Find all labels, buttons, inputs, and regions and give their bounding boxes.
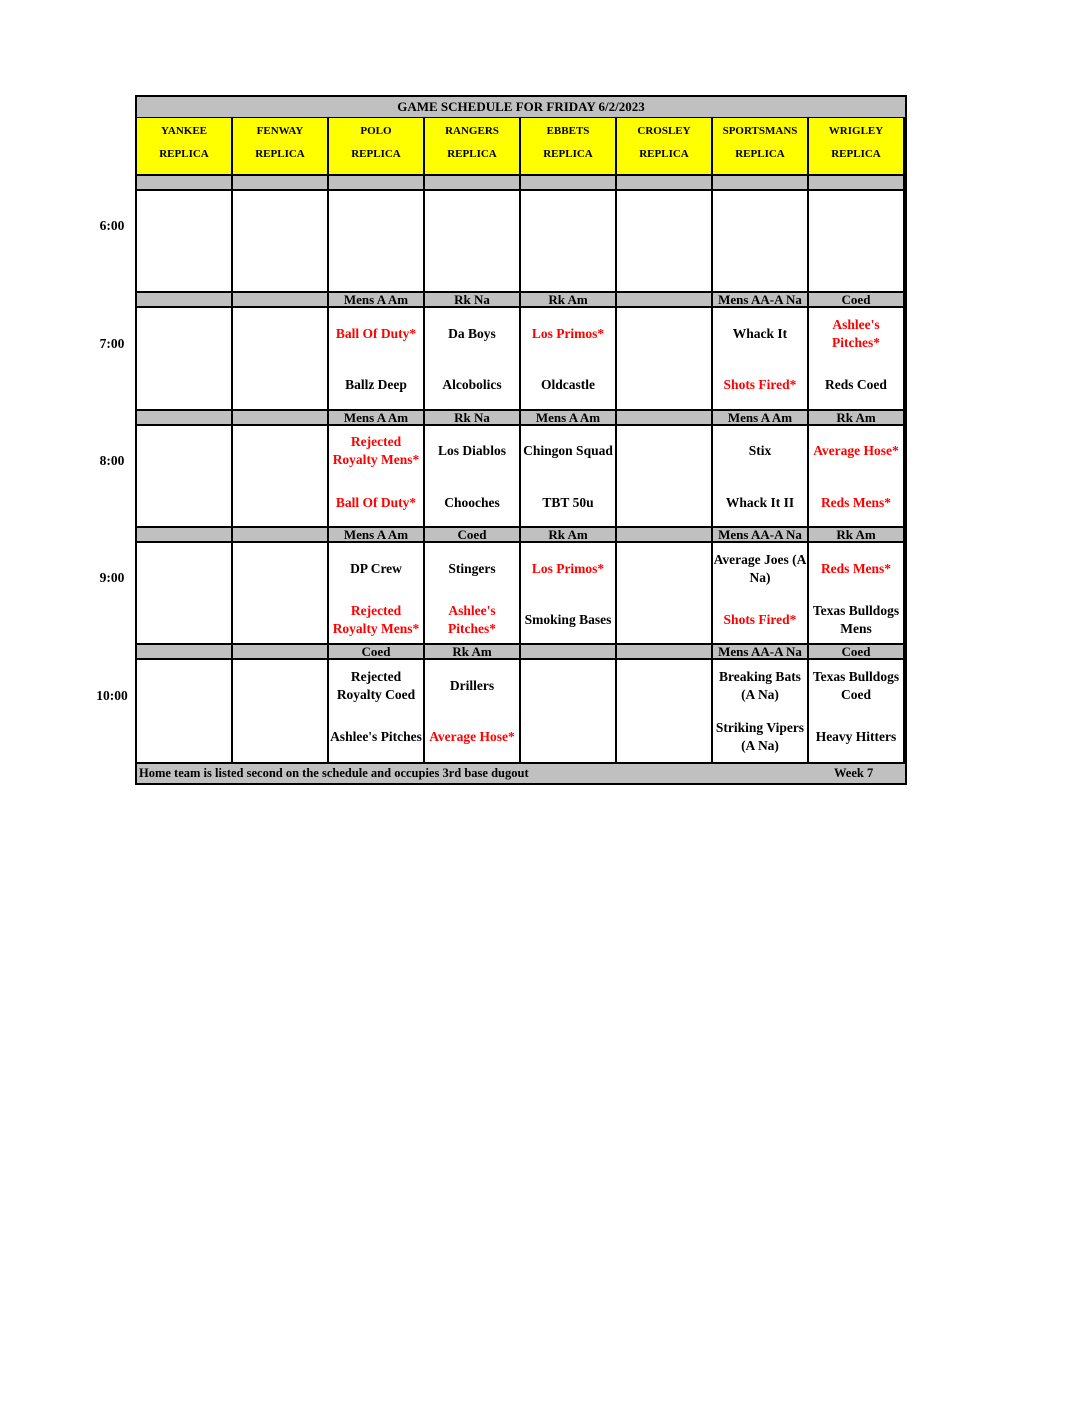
division-label bbox=[137, 528, 233, 543]
game-cell bbox=[617, 308, 713, 411]
away-team: Los Primos* bbox=[531, 561, 605, 576]
away-team: DP Crew bbox=[350, 561, 402, 576]
game-cell bbox=[809, 191, 905, 293]
field-subtitle: REPLICA bbox=[159, 148, 209, 160]
division-label bbox=[809, 176, 905, 191]
division-label bbox=[137, 411, 233, 426]
division-label bbox=[617, 176, 713, 191]
game-cell bbox=[233, 543, 329, 645]
division-label bbox=[233, 176, 329, 191]
game-cell bbox=[329, 426, 425, 528]
away-team: Chingon Squad bbox=[523, 443, 613, 458]
division-label: Mens A Am bbox=[329, 411, 425, 426]
home-team: Oldcastle bbox=[541, 377, 595, 392]
game-cell bbox=[425, 660, 521, 764]
game-cell bbox=[713, 426, 809, 528]
division-label bbox=[329, 176, 425, 191]
time-label: 6:00 bbox=[99, 218, 125, 233]
game-cell bbox=[713, 191, 809, 293]
division-label bbox=[617, 528, 713, 543]
division-label bbox=[617, 411, 713, 426]
field-subtitle: REPLICA bbox=[735, 148, 785, 160]
division-label: Mens A Am bbox=[713, 411, 809, 426]
field-header bbox=[809, 118, 905, 176]
schedule-footer bbox=[137, 764, 905, 783]
home-team-note: Home team is listed second on the schedule and occupies 3rd base dugout bbox=[139, 766, 529, 780]
game-cell bbox=[425, 426, 521, 528]
game-cell bbox=[713, 543, 809, 645]
home-team: Alcobolics bbox=[442, 377, 502, 392]
away-team: Stix bbox=[748, 443, 772, 458]
division-label: Mens AA-A Na bbox=[713, 293, 809, 308]
away-team: Ball Of Duty* bbox=[335, 326, 417, 341]
field-header bbox=[713, 118, 809, 176]
division-label bbox=[233, 528, 329, 543]
field-subtitle: REPLICA bbox=[639, 148, 689, 160]
away-team: Los Primos* bbox=[531, 326, 605, 341]
week-label: Week 7 bbox=[834, 766, 874, 780]
game-cell bbox=[617, 426, 713, 528]
division-label: Coed bbox=[425, 528, 521, 543]
field-name: YANKEE bbox=[160, 125, 208, 137]
game-cell bbox=[425, 543, 521, 645]
game-cell bbox=[329, 308, 425, 411]
division-label: Mens A Am bbox=[329, 528, 425, 543]
field-name: SPORTSMANS bbox=[722, 125, 798, 137]
division-label bbox=[137, 176, 233, 191]
home-team: Ballz Deep bbox=[345, 377, 407, 392]
division-label: Rk Na bbox=[425, 293, 521, 308]
game-cell bbox=[521, 543, 617, 645]
game-cell bbox=[713, 308, 809, 411]
game-cell bbox=[329, 191, 425, 293]
home-team: Texas Bulldogs Mens bbox=[812, 603, 900, 636]
division-label: Mens AA-A Na bbox=[713, 528, 809, 543]
away-team: Texas Bulldogs Coed bbox=[812, 669, 900, 702]
game-cell bbox=[809, 308, 905, 411]
home-team: Ball Of Duty* bbox=[335, 495, 417, 510]
home-team: Heavy Hitters bbox=[815, 729, 897, 744]
game-cell bbox=[329, 543, 425, 645]
home-team: Reds Mens* bbox=[820, 495, 892, 510]
home-team: TBT 50u bbox=[542, 495, 594, 510]
game-cell bbox=[521, 308, 617, 411]
division-label bbox=[137, 293, 233, 308]
division-label bbox=[425, 176, 521, 191]
game-cell bbox=[521, 660, 617, 764]
division-label: Rk Am bbox=[809, 411, 905, 426]
field-name: FENWAY bbox=[256, 125, 304, 137]
division-label bbox=[137, 645, 233, 660]
schedule-title: GAME SCHEDULE FOR FRIDAY 6/2/2023 bbox=[137, 97, 905, 118]
home-team: Reds Coed bbox=[825, 377, 887, 392]
field-subtitle: REPLICA bbox=[543, 148, 593, 160]
division-label: Rk Na bbox=[425, 411, 521, 426]
division-label: Rk Am bbox=[809, 528, 905, 543]
division-label: Coed bbox=[809, 293, 905, 308]
game-cell bbox=[809, 660, 905, 764]
away-team: Rejected Royalty Mens* bbox=[332, 434, 420, 467]
home-team: Smoking Bases bbox=[524, 612, 612, 627]
field-subtitle: REPLICA bbox=[255, 148, 305, 160]
division-label: Mens AA-A Na bbox=[713, 645, 809, 660]
field-subtitle: REPLICA bbox=[447, 148, 497, 160]
game-cell bbox=[137, 660, 233, 764]
game-cell bbox=[137, 191, 233, 293]
home-team: Average Hose* bbox=[429, 729, 515, 744]
game-cell bbox=[233, 191, 329, 293]
away-team: Reds Mens* bbox=[820, 561, 892, 576]
division-label: Coed bbox=[329, 645, 425, 660]
time-label: 8:00 bbox=[99, 453, 125, 468]
field-header bbox=[329, 118, 425, 176]
field-header bbox=[425, 118, 521, 176]
game-cell bbox=[425, 191, 521, 293]
game-cell bbox=[809, 543, 905, 645]
division-label bbox=[521, 645, 617, 660]
time-label: 10:00 bbox=[96, 688, 128, 703]
home-team: Striking Vipers (A Na) bbox=[715, 720, 805, 753]
away-team: Average Hose* bbox=[813, 443, 899, 458]
home-team: Rejected Royalty Mens* bbox=[332, 603, 420, 636]
field-header bbox=[233, 118, 329, 176]
game-cell bbox=[137, 543, 233, 645]
field-name: WRIGLEY bbox=[828, 125, 884, 137]
field-subtitle: REPLICA bbox=[351, 148, 401, 160]
game-cell bbox=[713, 660, 809, 764]
time-label: 9:00 bbox=[99, 570, 125, 585]
game-cell bbox=[137, 308, 233, 411]
division-label bbox=[713, 176, 809, 191]
division-label: Rk Am bbox=[521, 528, 617, 543]
game-cell bbox=[137, 426, 233, 528]
field-name: RANGERS bbox=[445, 125, 499, 137]
division-label bbox=[233, 645, 329, 660]
division-label bbox=[617, 645, 713, 660]
game-cell bbox=[809, 426, 905, 528]
away-team: Stingers bbox=[448, 561, 496, 576]
home-team: Shots Fired* bbox=[723, 377, 797, 392]
game-cell bbox=[617, 543, 713, 645]
game-cell bbox=[521, 191, 617, 293]
away-team: Breaking Bats (A Na) bbox=[719, 669, 801, 702]
away-team: Da Boys bbox=[448, 326, 496, 341]
game-cell bbox=[425, 308, 521, 411]
home-team: Ashlee's Pitches bbox=[330, 729, 422, 744]
division-label: Coed bbox=[809, 645, 905, 660]
field-header bbox=[521, 118, 617, 176]
game-cell bbox=[233, 308, 329, 411]
away-team: Rejected Royalty Coed bbox=[336, 669, 416, 702]
field-name: POLO bbox=[360, 125, 392, 137]
time-label: 7:00 bbox=[99, 335, 125, 351]
division-label: Rk Am bbox=[521, 293, 617, 308]
away-team: Whack It bbox=[732, 326, 788, 341]
home-team: Shots Fired* bbox=[723, 612, 797, 627]
game-cell bbox=[617, 191, 713, 293]
division-label bbox=[233, 411, 329, 426]
away-team: Ashlee's Pitches* bbox=[832, 317, 880, 350]
home-team: Whack It II bbox=[725, 495, 795, 510]
home-team: Ashlee's Pitches* bbox=[448, 603, 496, 636]
division-label: Mens A Am bbox=[329, 293, 425, 308]
field-subtitle: REPLICA bbox=[831, 148, 881, 160]
game-cell bbox=[329, 660, 425, 764]
game-cell bbox=[233, 426, 329, 528]
game-cell bbox=[233, 660, 329, 764]
away-team: Drillers bbox=[449, 678, 495, 693]
division-label: Rk Am bbox=[425, 645, 521, 660]
division-label bbox=[617, 293, 713, 308]
game-cell bbox=[521, 426, 617, 528]
field-name: EBBETS bbox=[546, 125, 590, 137]
away-team: Average Joes (A Na) bbox=[713, 552, 807, 585]
division-label bbox=[521, 176, 617, 191]
game-cell bbox=[617, 660, 713, 764]
field-header bbox=[617, 118, 713, 176]
field-name: CROSLEY bbox=[637, 125, 691, 137]
field-header bbox=[137, 118, 233, 176]
away-team: Los Diablos bbox=[438, 443, 506, 458]
division-label bbox=[233, 293, 329, 308]
home-team: Chooches bbox=[444, 495, 500, 510]
division-label: Mens A Am bbox=[521, 411, 617, 426]
